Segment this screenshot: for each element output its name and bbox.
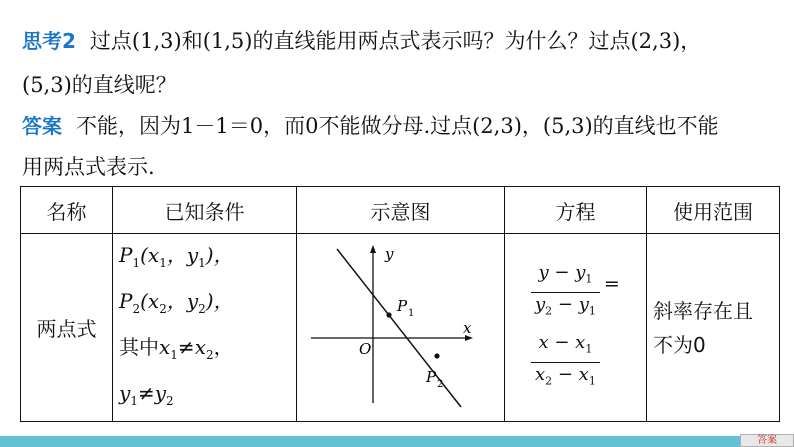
answer-label: 答案 (22, 114, 62, 138)
table-row (21, 234, 780, 422)
header-equation: 方程 (505, 187, 647, 234)
header-name: 名称 (21, 187, 113, 234)
answer-button[interactable]: 答案 (740, 434, 794, 447)
header-diagram: 示意图 (297, 187, 505, 234)
answer-line-2 (22, 152, 782, 182)
equation-rhs-fraction (531, 331, 600, 393)
x-axis-label: x (462, 319, 471, 337)
p2-subscript: 2 (436, 379, 443, 390)
line-diagram (301, 235, 501, 415)
question-label: 思考2 (22, 29, 76, 53)
header-conditions: 已知条件 (113, 187, 297, 234)
diagram-cell (297, 234, 505, 422)
range-line-2: 不为0 (653, 332, 706, 357)
question-text-2: (5,3)的直线呢？ (22, 73, 177, 97)
origin-label: O (358, 340, 371, 358)
usage-range (647, 234, 780, 422)
header-range: 使用范围 (647, 187, 780, 234)
point-p2 (434, 353, 439, 358)
question-text-1: 过点(1,3)和(1,5)的直线能用两点式表示吗？为什么？过点(2,3)， (89, 29, 702, 53)
p1-label: P (396, 297, 407, 315)
equation-cell (505, 234, 647, 422)
rhs-numerator: $x - x_1$ (531, 331, 600, 363)
rhs-denominator: $x_2 - x_1$ (535, 364, 596, 388)
y-axis-arrow (370, 245, 376, 253)
condition-y-neq: $y_1\ne y_2$ (119, 380, 174, 408)
point-p1 (386, 312, 391, 317)
known-conditions (113, 234, 297, 422)
equation-lhs-fraction (531, 261, 600, 323)
condition-p1: $P_1(x_1$，$y_1$)， (119, 242, 234, 270)
lhs-denominator: $y_2 - y_1$ (535, 294, 596, 318)
equation (505, 258, 646, 398)
question-line-1 (22, 26, 782, 56)
formula-table (20, 186, 780, 422)
answer-line-1 (22, 111, 782, 141)
p2-label: P (425, 368, 436, 386)
range-line-1: 斜率存在且 (653, 298, 753, 323)
formula-name: 两点式 (21, 234, 113, 422)
p1-subscript: 1 (407, 308, 414, 319)
answer-text-1: 不能，因为1－1＝0，而0不能做分母.过点(2,3)，(5,3)的直线也不能 (76, 114, 719, 138)
condition-x-neq: 其中$x_1\ne x_2$， (119, 334, 234, 362)
equals-sign: = (603, 272, 620, 295)
y-axis-label: y (384, 245, 393, 263)
condition-p2: $P_2(x_2$，$y_2$)， (119, 288, 234, 316)
footer-bar (0, 436, 794, 447)
table-header-row (21, 187, 780, 234)
lhs-numerator: $y - y_1$ (531, 261, 600, 293)
answer-text-2: 用两点式表示. (22, 155, 155, 179)
question-line-2 (22, 70, 782, 100)
